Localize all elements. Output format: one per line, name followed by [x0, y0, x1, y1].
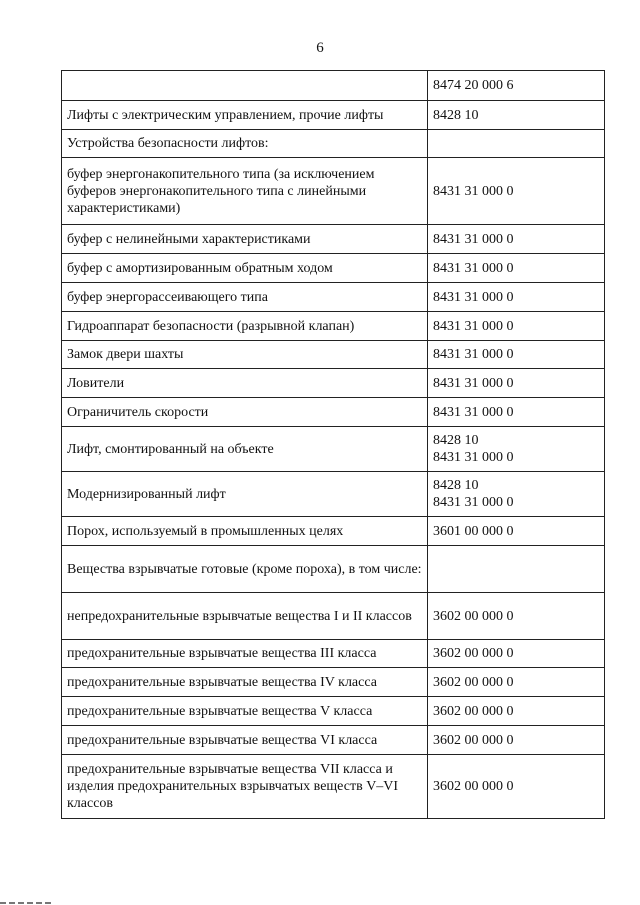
tn-ved-code-cell — [428, 668, 605, 697]
tn-ved-code-cell — [428, 158, 605, 225]
tn-ved-code: 3602 00 000 0 — [433, 674, 514, 690]
tn-ved-code: 8431 31 000 0 — [433, 318, 514, 334]
tn-ved-code: 8431 31 000 0 — [433, 404, 514, 420]
tn-ved-code-cell — [428, 546, 605, 593]
tn-ved-code: 8428 10 8431 31 000 0 — [433, 433, 514, 465]
item-name: Ловители — [67, 375, 125, 391]
table-row — [62, 593, 605, 640]
item-name-cell — [62, 427, 428, 472]
tn-ved-code: 8431 31 000 0 — [433, 183, 514, 199]
page-number: 6 — [316, 40, 324, 56]
tn-ved-code: 8431 31 000 0 — [433, 231, 514, 247]
item-name: Модернизированный лифт — [67, 486, 226, 502]
table-row — [62, 71, 605, 101]
item-name-cell — [62, 472, 428, 517]
tn-ved-code: 8431 31 000 0 — [433, 375, 514, 391]
tn-ved-code-cell — [428, 254, 605, 283]
item-name: Ограничитель скорости — [67, 404, 209, 420]
table-row — [62, 283, 605, 312]
table-row — [62, 755, 605, 819]
item-name: Замок двери шахты — [67, 347, 184, 362]
item-name: непредохранительные взрывчатые вещества I и II классов — [67, 608, 412, 624]
tn-ved-code: 8428 10 — [433, 107, 479, 123]
table-row — [62, 312, 605, 341]
item-name-cell — [62, 517, 428, 546]
item-name: Вещества взрывчатые готовые (кроме пороха), в том числе: — [67, 561, 422, 577]
item-name: предохранительные взрывчатые вещества III класса — [67, 646, 377, 661]
item-name-cell — [62, 312, 428, 341]
item-name: Лифты с электрическим управлением, прочие лифты — [67, 107, 384, 123]
item-name-cell — [62, 283, 428, 312]
table-row — [62, 101, 605, 130]
item-name-cell — [62, 546, 428, 593]
tn-ved-code-cell — [428, 283, 605, 312]
item-name-cell — [62, 71, 428, 101]
table-row — [62, 517, 605, 546]
table-row — [62, 668, 605, 697]
item-name: Лифт, смонтированный на объекте — [67, 441, 274, 457]
item-name: Порох, используемый в промышленных целях — [67, 523, 344, 539]
item-name: Устройства безопасности лифтов: — [67, 136, 269, 151]
tn-ved-code-cell — [428, 427, 605, 472]
table-row — [62, 398, 605, 427]
item-name: предохранительные взрывчатые вещества IV класса — [67, 674, 377, 690]
tn-ved-code: 3602 00 000 0 — [433, 703, 514, 719]
item-name-cell — [62, 369, 428, 398]
classification-table — [61, 70, 605, 819]
item-name-cell — [62, 593, 428, 640]
table-row — [62, 546, 605, 593]
item-name: предохранительные взрывчатые вещества V класса — [67, 703, 373, 719]
item-name-cell — [62, 158, 428, 225]
tn-ved-code: 8431 31 000 0 — [433, 347, 514, 362]
item-name-cell — [62, 101, 428, 130]
item-name-cell — [62, 755, 428, 819]
item-name: буфер с нелинейными характеристиками — [67, 231, 311, 247]
tn-ved-code: 8431 31 000 0 — [433, 289, 514, 305]
item-name-cell — [62, 697, 428, 726]
table-body — [62, 71, 605, 819]
tn-ved-code: 3601 00 000 0 — [433, 523, 514, 539]
scan-edge-mark — [0, 902, 52, 904]
table-row — [62, 225, 605, 254]
tn-ved-code: 8474 20 000 6 — [433, 78, 514, 93]
item-name-cell — [62, 341, 428, 369]
tn-ved-code-cell — [428, 726, 605, 755]
item-name-cell — [62, 640, 428, 668]
tn-ved-code: 8428 10 8431 31 000 0 — [433, 478, 514, 510]
item-name-cell — [62, 254, 428, 283]
tn-ved-code: 3602 00 000 0 — [433, 608, 514, 624]
tn-ved-code: 3602 00 000 0 — [433, 646, 514, 661]
table-row — [62, 697, 605, 726]
table-row — [62, 130, 605, 158]
item-name: Гидроаппарат безопасности (разрывной клапан) — [67, 318, 355, 334]
tn-ved-code-cell — [428, 593, 605, 640]
item-name-cell — [62, 398, 428, 427]
item-name: буфер энергонакопительного типа (за исключением буферов энергонакопительного типа с линейными характеристиками) — [67, 166, 375, 216]
item-name-cell — [62, 130, 428, 158]
tn-ved-code: 8431 31 000 0 — [433, 260, 514, 276]
tn-ved-code-cell — [428, 130, 605, 158]
table-row — [62, 341, 605, 369]
table-row — [62, 158, 605, 225]
item-name: буфер энергорассеивающего типа — [67, 289, 268, 305]
item-name: предохранительные взрывчатые вещества VII класса и изделия предохранительных взрывчатых веществ V–VI классов — [67, 762, 399, 811]
tn-ved-code-cell — [428, 312, 605, 341]
table-row — [62, 427, 605, 472]
tn-ved-code: 3602 00 000 0 — [433, 779, 514, 794]
tn-ved-code-cell — [428, 640, 605, 668]
tn-ved-code: 3602 00 000 0 — [433, 732, 514, 748]
item-name: буфер с амортизированным обратным ходом — [67, 260, 333, 276]
tn-ved-code-cell — [428, 101, 605, 130]
tn-ved-code-cell — [428, 369, 605, 398]
table-row — [62, 472, 605, 517]
tn-ved-code-cell — [428, 472, 605, 517]
tn-ved-code-cell — [428, 225, 605, 254]
table-row — [62, 726, 605, 755]
tn-ved-code-cell — [428, 398, 605, 427]
item-name: предохранительные взрывчатые вещества VI класса — [67, 732, 378, 748]
tn-ved-code-cell — [428, 71, 605, 101]
table-row — [62, 640, 605, 668]
table-row — [62, 254, 605, 283]
table-row — [62, 369, 605, 398]
tn-ved-code-cell — [428, 517, 605, 546]
tn-ved-code-cell — [428, 697, 605, 726]
tn-ved-code-cell — [428, 341, 605, 369]
tn-ved-code-cell — [428, 755, 605, 819]
item-name-cell — [62, 726, 428, 755]
item-name-cell — [62, 225, 428, 254]
item-name-cell — [62, 668, 428, 697]
